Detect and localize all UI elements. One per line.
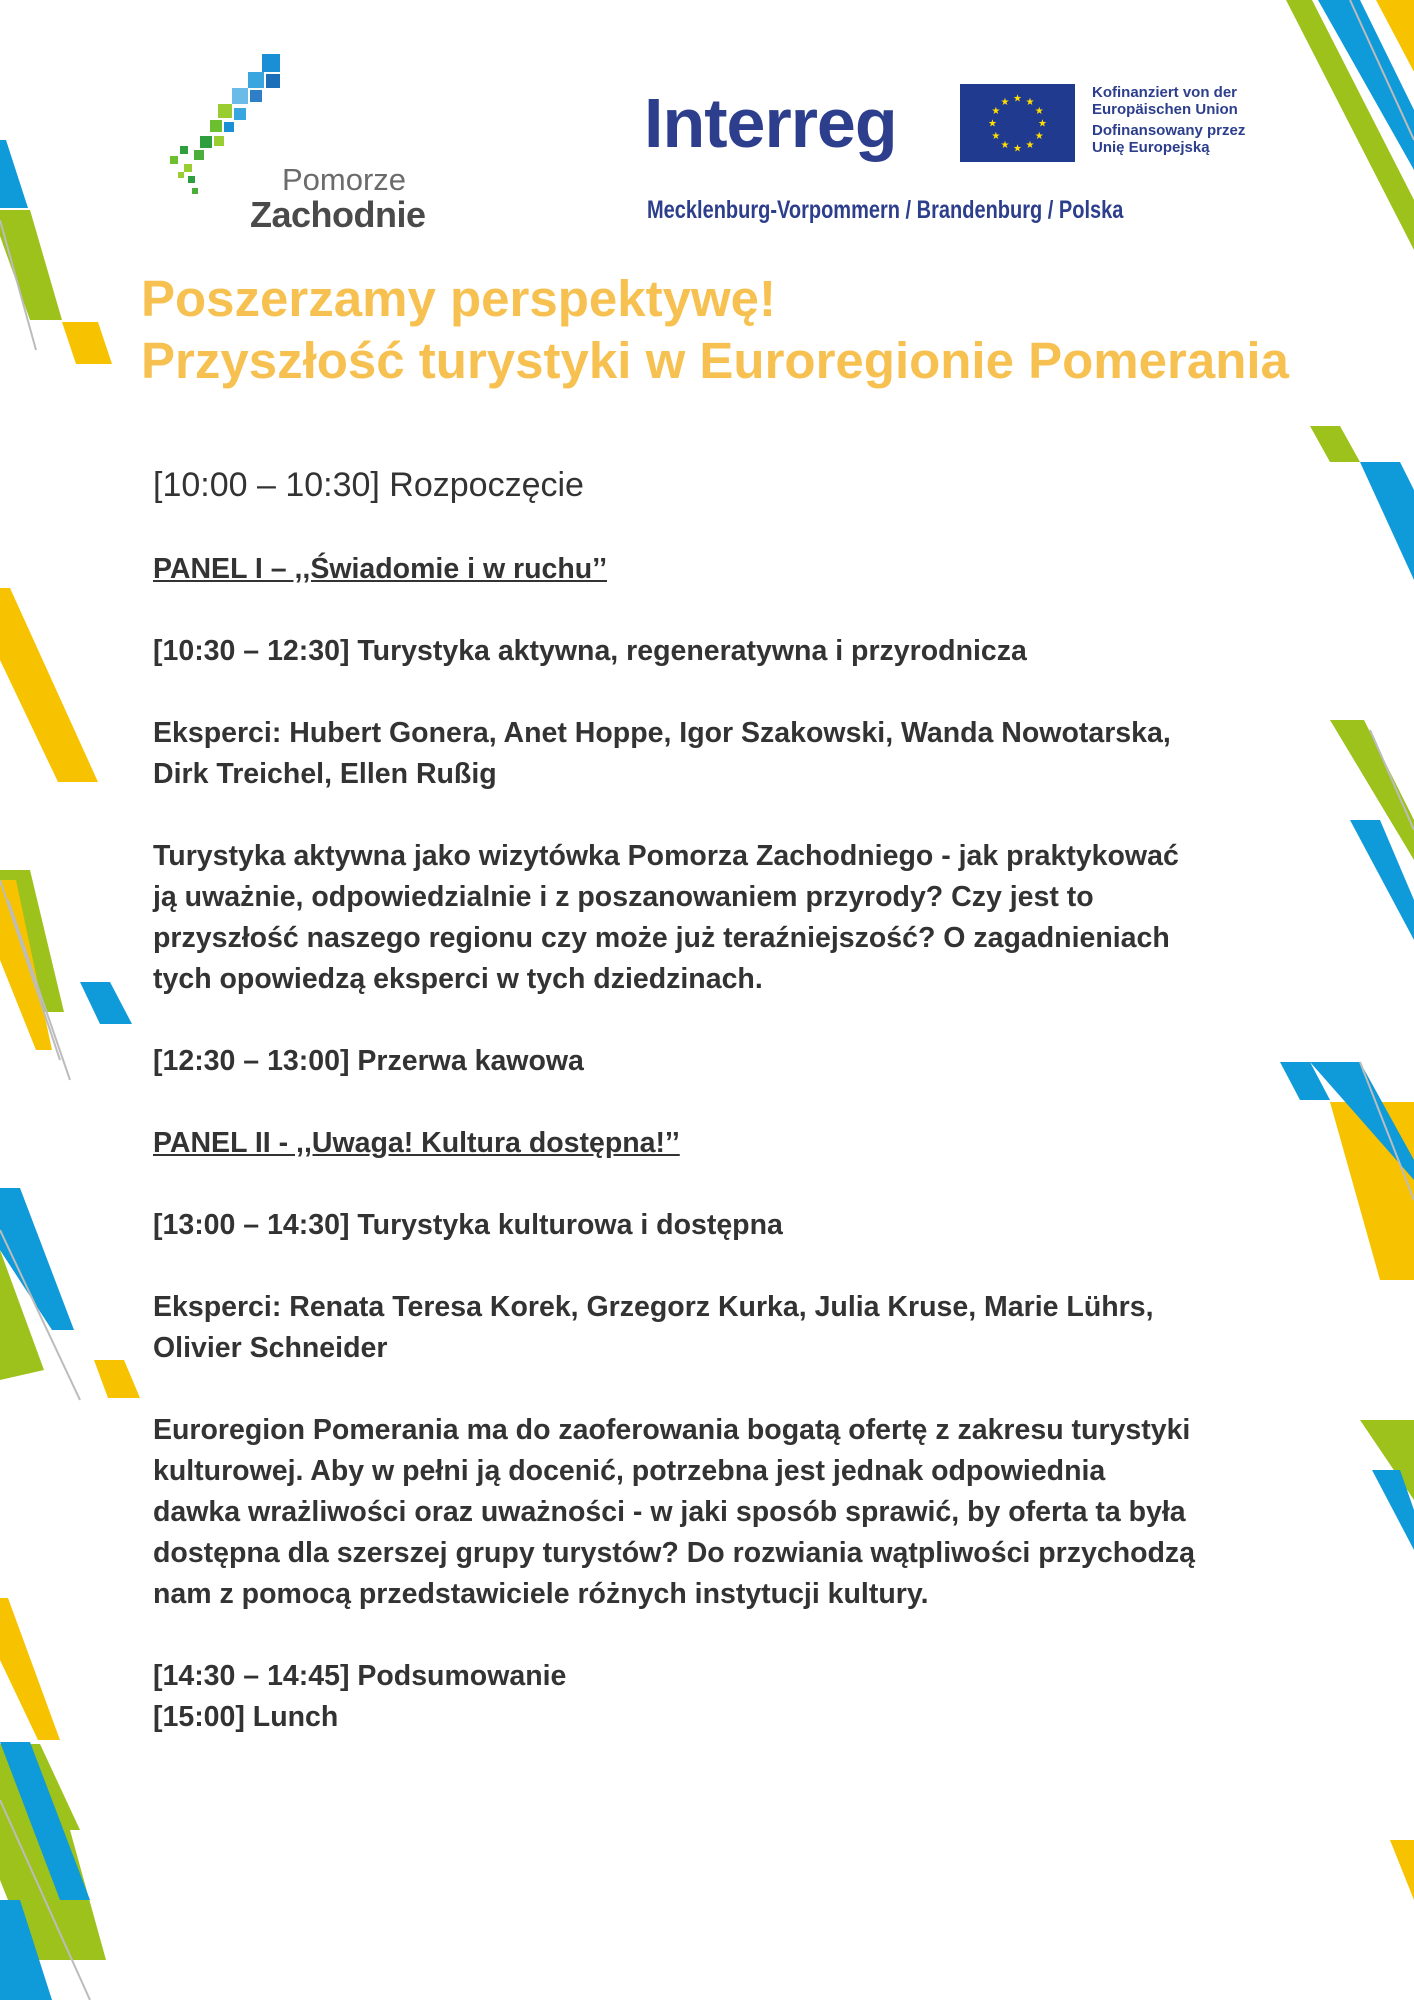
deco-stripe — [0, 210, 62, 320]
title-line-1: Poszerzamy perspektywę! — [141, 270, 776, 327]
eu-star-icon: ★ — [1038, 118, 1047, 130]
agenda — [153, 460, 1293, 1738]
eu-star-icon: ★ — [1000, 140, 1010, 152]
panel-1-experts-line-1: Eksperci: Hubert Gonera, Anet Hoppe, Igor Szakowski, Wanda Nowotarska, — [153, 717, 1171, 749]
eu-star-icon: ★ — [991, 131, 1001, 142]
eu-flag-icon — [960, 84, 1075, 162]
panel-1-experts-line-2: Dirk Treichel, Ellen Rußig — [153, 758, 497, 790]
eu-text-pl-2: Unię Europejską — [1092, 138, 1210, 156]
deco-stripe — [0, 588, 98, 782]
panel-2-session: [13:00 – 14:30] Turystyka kulturowa i dostępna — [153, 1209, 783, 1241]
title-line-2: Przyszłość turystyki w Euroregionie Pomerania — [141, 332, 1289, 389]
eu-star-icon: ★ — [1000, 96, 1010, 108]
deco-stripe — [1390, 1840, 1414, 1900]
panel-2-title: PANEL II - ,,Uwaga! Kultura dostępna!’’ — [153, 1127, 680, 1159]
interreg-logo-subtitle: Mecklenburg-Vorpommern / Brandenburg / Polska — [647, 196, 1124, 224]
eu-text-de-2: Europäischen Union — [1092, 100, 1238, 118]
eu-text-de-1: Kofinanziert von der — [1092, 84, 1238, 101]
panel-2-description-line-4: dostępna dla szerszej grupy turystów? Do rozwiania wątpliwości przychodzą — [153, 1537, 1196, 1569]
deco-stripe — [0, 1598, 60, 1740]
agenda-lunch: [15:00] Lunch — [153, 1701, 339, 1733]
eu-star-icon: ★ — [1034, 131, 1044, 142]
eu-star-icon: ★ — [1025, 140, 1035, 152]
pomorze-zachodnie-logo — [170, 52, 430, 242]
agenda-opening: [10:00 – 10:30] Rozpoczęcie — [153, 466, 584, 504]
eu-cofinancing-text — [1092, 85, 1245, 156]
eu-star-icon: ★ — [1013, 93, 1022, 105]
panel-1-session: [10:30 – 12:30] Turystyka aktywna, regeneratywna i przyrodnicza — [153, 635, 1027, 667]
deco-stripe — [1360, 462, 1414, 580]
eu-star-icon: ★ — [1025, 96, 1035, 108]
deco-stripe — [1310, 426, 1360, 462]
deco-stripe — [0, 140, 28, 208]
eu-text-pl-1: Dofinansowany przez — [1092, 122, 1246, 139]
eu-star-icon: ★ — [1013, 143, 1022, 155]
panel-1-title: PANEL I – ,,Świadomie i w ruchu’’ — [153, 553, 607, 585]
deco-stripe — [62, 322, 112, 364]
pomorze-logo-line2: Zachodnie — [250, 194, 426, 235]
panel-2-description-line-1: Euroregion Pomerania ma do zaoferowania bogatą ofertę z zakresu turystyki — [153, 1414, 1191, 1446]
pomorze-logo-line1: Pomorze — [282, 162, 407, 197]
agenda-coffee-break: [12:30 – 13:00] Przerwa kawowa — [153, 1045, 584, 1077]
agenda-summary: [14:30 – 14:45] Podsumowanie — [153, 1660, 567, 1692]
eu-star-icon: ★ — [1034, 106, 1044, 117]
panel-2-experts-line-2: Olivier Schneider — [153, 1332, 388, 1364]
panel-2-experts-line-1: Eksperci: Renata Teresa Korek, Grzegorz Kurka, Julia Kruse, Marie Lührs, — [153, 1291, 1154, 1323]
eu-star-icon: ★ — [991, 106, 1001, 117]
eu-star-icon: ★ — [988, 118, 997, 130]
panel-2-description-line-5: nam z pomocą przedstawiciele różnych instytucji kultury. — [153, 1578, 929, 1610]
panel-1-description-line-3: przyszłość naszego regionu czy może już teraźniejszość? O zagadnieniach — [153, 922, 1170, 954]
panel-2-description-line-2: kulturowej. Aby w pełni ją docenić, potrzebna jest jednak odpowiednia — [153, 1455, 1106, 1487]
interreg-logo-wordmark: Interreg — [644, 84, 897, 162]
panel-1-description-line-4: tych opowiedzą eksperci w tych dziedzinach. — [153, 963, 763, 995]
panel-2-description-line-3: dawka wrażliwości oraz uważności - w jaki sposób sprawić, by oferta ta była — [153, 1496, 1186, 1528]
panel-1-description-line-1: Turystyka aktywna jako wizytówka Pomorza Zachodniego - jak praktykować — [153, 840, 1179, 872]
panel-1-description-line-2: ją uważnie, odpowiedzialnie i z poszanowaniem przyrody? Czy jest to — [153, 881, 1094, 913]
deco-stripe — [94, 1360, 140, 1398]
page-title — [141, 268, 1289, 392]
deco-stripe — [80, 982, 132, 1024]
